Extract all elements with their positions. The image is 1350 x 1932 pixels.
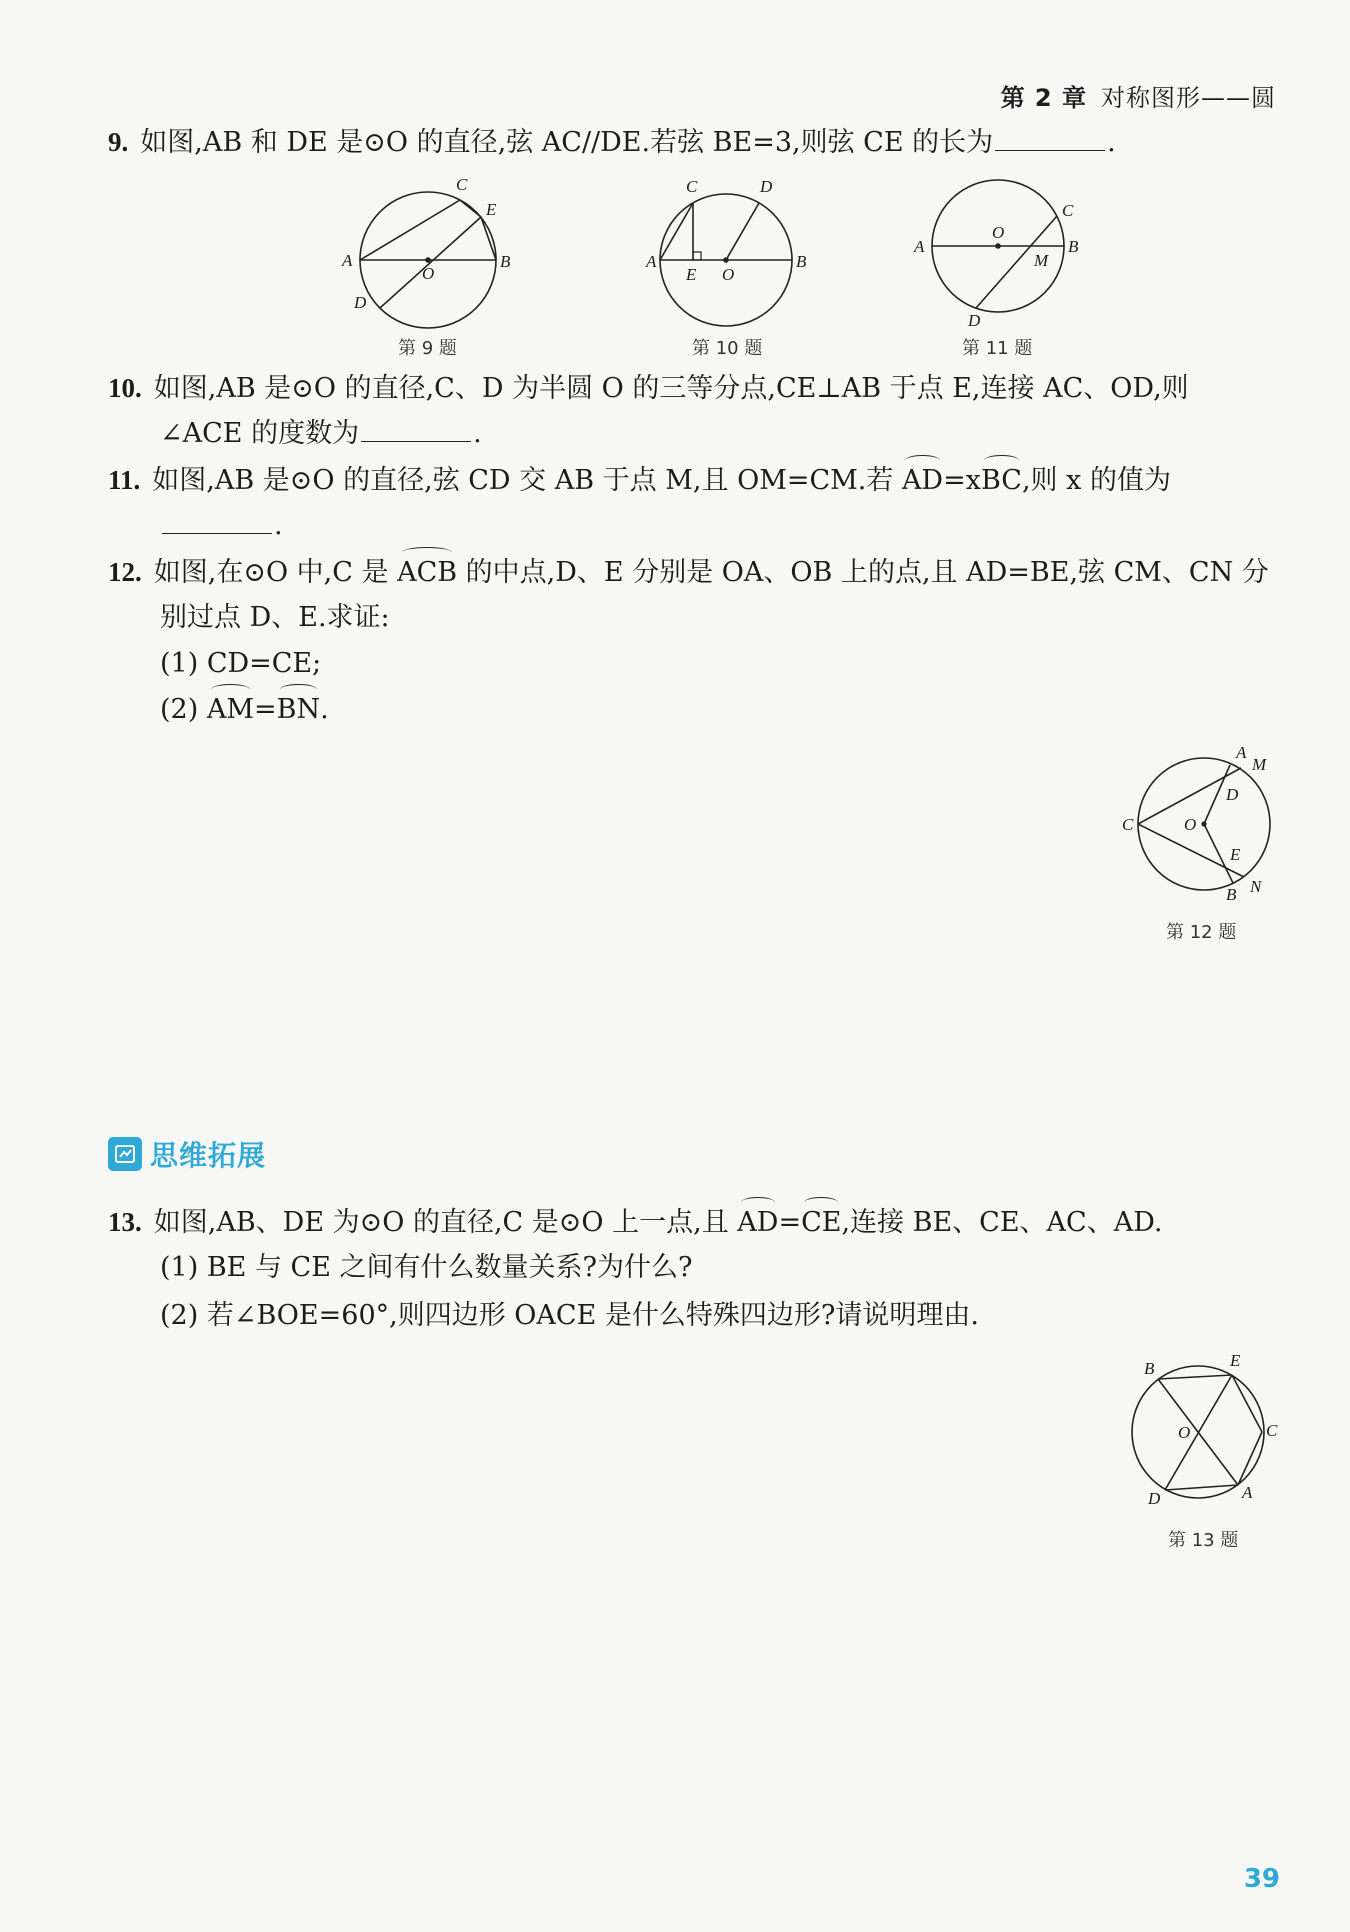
caption-fig12: 第 12 题 (1166, 922, 1237, 943)
label-O: O (1178, 1423, 1191, 1442)
question-number: 12. (108, 557, 142, 587)
arc-ACB: ACB (397, 551, 457, 595)
label-O: O (722, 265, 735, 284)
caption-fig11: 第 11 题 (962, 338, 1033, 359)
label-A: A (1236, 743, 1247, 762)
question-12: 12. 如图,在⊙O 中,C 是 ACB 的中点,D、E 分别是 OA、OB 上的点,且 AD=BE,弦 CM、CN 分 (108, 550, 1269, 595)
label-D: D (1148, 1489, 1161, 1508)
label-E: E (1230, 1351, 1241, 1370)
answer-blank[interactable] (162, 509, 272, 534)
label-C: C (1266, 1421, 1278, 1440)
label-O: O (992, 223, 1005, 242)
caption-fig13: 第 13 题 (1168, 1530, 1239, 1551)
chapter-number: 第 2 章 (1000, 84, 1087, 112)
question-11-line2: . (160, 504, 283, 548)
figure-13 (1110, 1346, 1280, 1520)
figure-11 (912, 168, 1092, 332)
label-C: C (456, 175, 468, 194)
label-A: A (646, 252, 657, 271)
label-D: D (354, 293, 367, 312)
question-13: 13. 如图,AB、DE 为⊙O 的直径,C 是⊙O 上一点,且 AD=CE,连接 BE、CE、AC、AD. (108, 1200, 1162, 1245)
label-N: N (1250, 877, 1262, 896)
label-M: M (1034, 251, 1049, 270)
question-12-line2: 别过点 D、E.求证: (160, 602, 390, 633)
label-B: B (1144, 1359, 1155, 1378)
question-9: 9. 如图,AB 和 DE 是⊙O 的直径,弦 AC//DE.若弦 BE=3,则弦 CE 的长为 . (108, 127, 1116, 158)
question-text: 如图,AB 是⊙O 的直径,C、D 为半圆 O 的三等分点,CE⊥AB 于点 E,连接 AC、OD,则 (153, 373, 1189, 404)
question-number: 13. (108, 1207, 142, 1237)
label-D: D (1226, 785, 1239, 804)
thinking-icon (108, 1137, 142, 1171)
chapter-header (1001, 78, 1276, 113)
answer-blank[interactable] (995, 126, 1105, 151)
label-D: D (760, 177, 773, 196)
question-number: 9. (108, 127, 129, 157)
label-A: A (914, 237, 925, 256)
arc-CE: CE (801, 1201, 841, 1245)
chapter-title: 对称图形——圆 (1101, 84, 1276, 112)
arc-BC: BC (981, 459, 1022, 503)
question-11: 11. 如图,AB 是⊙O 的直径,弦 CD 交 AB 于点 M,且 OM=CM.若 AD=xBC,则 x 的值为 (108, 458, 1171, 503)
label-O: O (422, 264, 435, 283)
figure-9 (338, 170, 518, 334)
label-E: E (686, 265, 697, 284)
question-number: 10. (108, 373, 142, 403)
question-13-part1: (1) BE 与 CE 之间有什么数量关系?为什么? (160, 1252, 693, 1283)
answer-blank[interactable] (361, 417, 471, 442)
label-B: B (1226, 885, 1237, 904)
section-title: 思维拓展 (150, 1139, 267, 1172)
arc-AD: AD (737, 1201, 778, 1245)
label-D: D (968, 311, 981, 328)
label-C: C (1062, 201, 1074, 220)
arc-BN: BN (277, 688, 320, 732)
figure-10 (640, 170, 820, 334)
question-12-part2: (2) AM=BN. (160, 688, 329, 732)
label-B: B (796, 252, 807, 271)
section-header (108, 1134, 266, 1174)
question-10 (108, 366, 1189, 411)
label-B: B (1068, 237, 1079, 256)
label-A: A (342, 251, 353, 270)
label-C: C (1122, 815, 1134, 834)
question-text: 如图,AB 和 DE 是⊙O 的直径,弦 AC//DE.若弦 BE=3,则弦 CE 的长为 (140, 127, 994, 158)
label-E: E (1230, 845, 1241, 864)
question-number: 11. (108, 465, 141, 495)
label-M: M (1252, 755, 1267, 774)
caption-fig9: 第 9 题 (398, 338, 457, 359)
caption-fig10: 第 10 题 (692, 338, 763, 359)
label-E: E (486, 200, 497, 219)
arc-AM: AM (207, 688, 254, 732)
label-B: B (500, 252, 511, 271)
arc-AD: AD (902, 459, 943, 503)
label-A: A (1242, 1483, 1253, 1502)
label-O: O (1184, 815, 1197, 834)
question-13-part2: (2) 若∠BOE=60°,则四边形 OACE 是什么特殊四边形?请说明理由. (160, 1300, 979, 1331)
page-number: 39 (1243, 1864, 1280, 1894)
question-10-line2: ∠ACE 的度数为 . (160, 418, 482, 449)
label-C: C (686, 177, 698, 196)
figure-12 (1108, 738, 1278, 912)
question-12-part1: (1) CD=CE; (160, 648, 322, 679)
